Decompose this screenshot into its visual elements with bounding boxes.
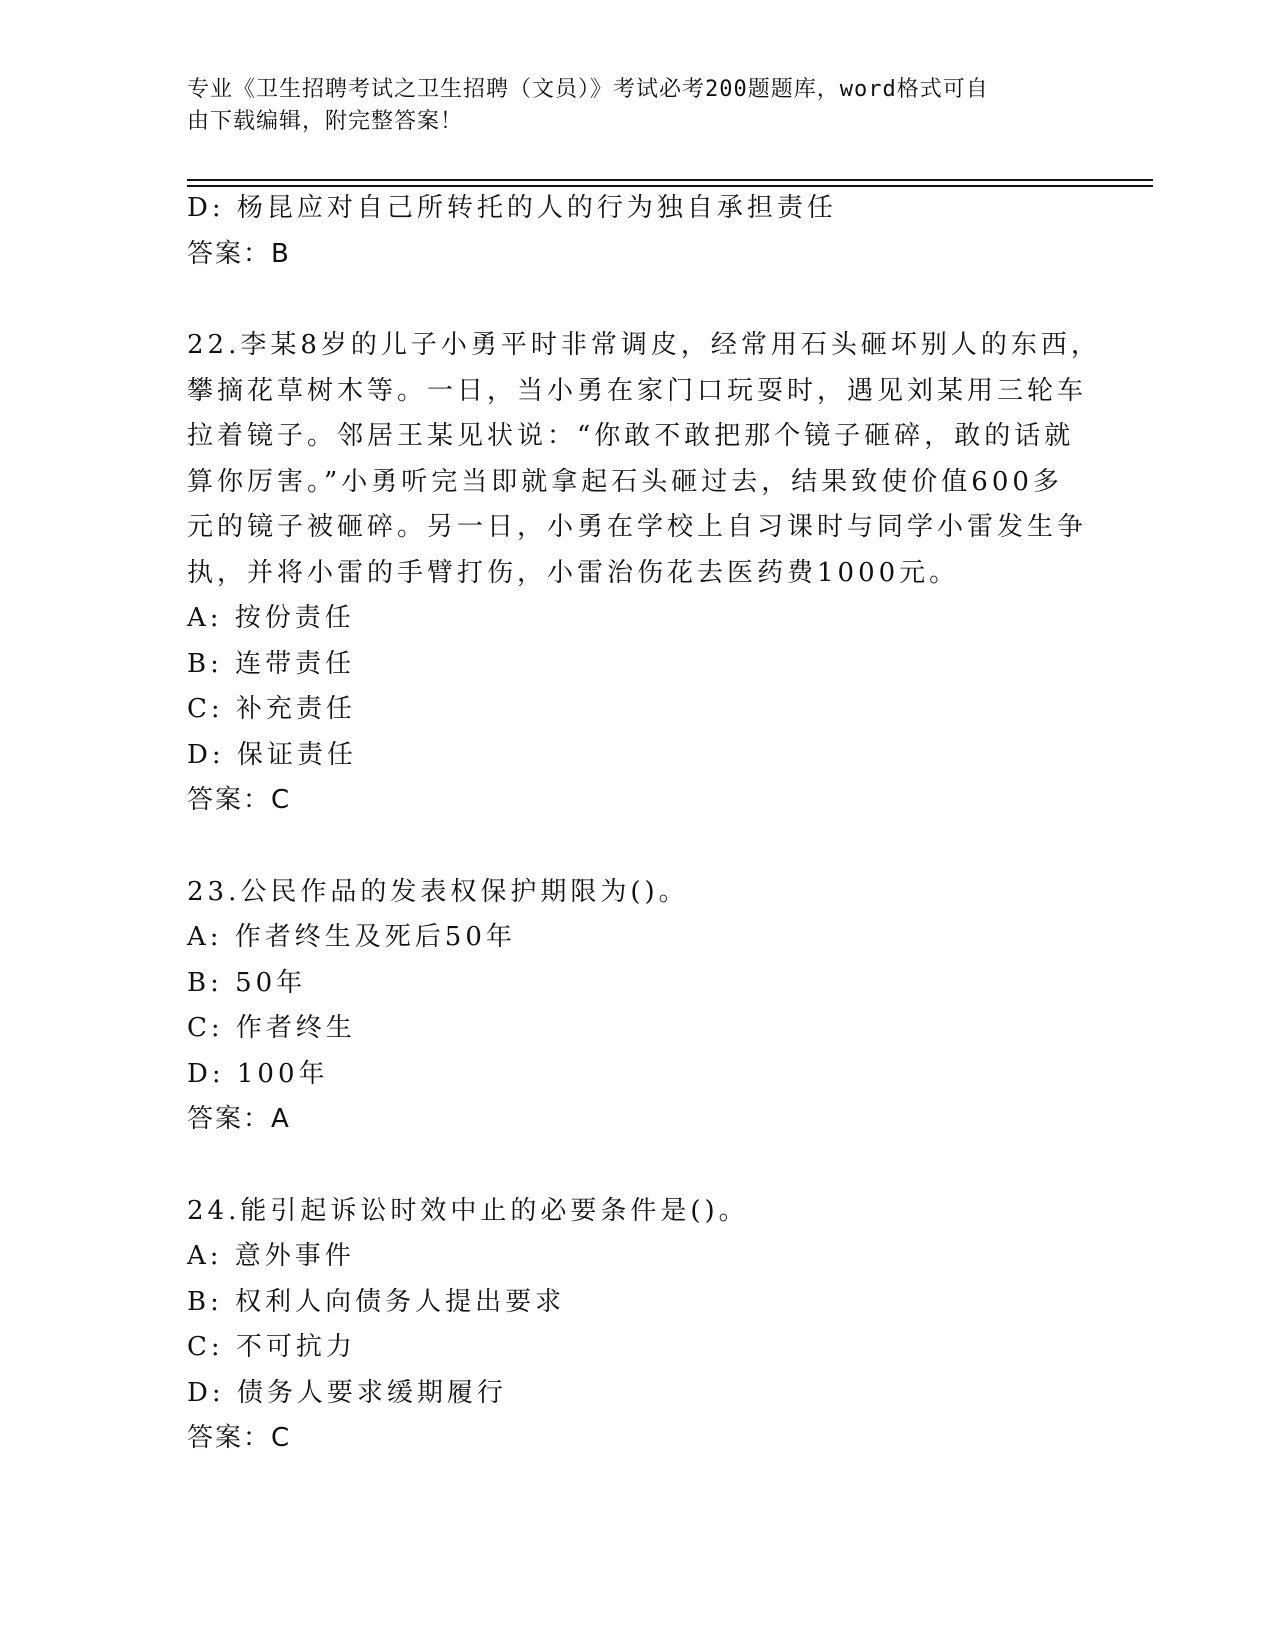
question-stem-line: 执，并将小雷的手臂打伤，小雷治伤花去医药费1000元。: [187, 557, 960, 588]
header-divider-top: [187, 179, 1153, 181]
option-b: B: 权利人向债务人提出要求: [187, 1286, 566, 1317]
question-24: [187, 1189, 1067, 1462]
question-stem-line: 元的镜子被砸碎。另一日，小勇在学校上自习课时与同学小雷发生争: [187, 512, 1088, 542]
question-23: [187, 870, 1067, 1143]
previous-question-tail: [187, 186, 1067, 277]
option-a: A: 按份责任: [187, 603, 355, 633]
option-b: B: 连带责任: [187, 648, 356, 679]
option-d: D: 杨昆应对自己所转托的人的行为独自承担责任: [187, 193, 837, 223]
option-c: C: 不可抗力: [187, 1332, 356, 1362]
question-stem-line: 攀摘花草树木等。一日，当小勇在家门口玩耍时，遇见刘某用三轮车: [187, 375, 1088, 406]
option-d: D: 保证责任: [187, 739, 357, 770]
question-stem-line: 算你厉害。”小勇听完当即就拿起石头砸过去，结果致使价值600多: [187, 466, 1063, 497]
question-stem-line: 拉着镜子。邻居王某见状说：“你敢不敢把那个镜子砸碎，敢的话就: [187, 421, 1075, 451]
answer-line: 答案：C: [187, 785, 292, 815]
spacer: [187, 824, 1067, 870]
answer-line: 答案：A: [187, 1104, 291, 1134]
option-d: D: 100年: [187, 1058, 329, 1089]
question-22: [187, 323, 1101, 824]
question-stem-line: 24.能引起诉讼时效中止的必要条件是()。: [187, 1195, 749, 1226]
document-header: [187, 74, 1067, 138]
spacer: [187, 1143, 1067, 1189]
option-a: A: 意外事件: [187, 1241, 355, 1271]
option-a: A: 作者终生及死后50年: [187, 922, 516, 952]
question-stem-line: 23.公民作品的发表权保护期限为()。: [187, 876, 689, 907]
answer-line: 答案：B: [187, 238, 291, 269]
header-line-2: 由下载编辑，附完整答案！: [187, 109, 464, 134]
document-body: [187, 186, 1101, 1462]
spacer: [187, 277, 1067, 323]
option-d: D: 债务人要求缓期履行: [187, 1377, 507, 1408]
header-line-1: 专业《卫生招聘考试之卫生招聘（文员）》考试必考200题题库，word格式可自: [187, 77, 989, 102]
option-c: C: 作者终生: [187, 1013, 356, 1043]
option-b: B: 50年: [187, 967, 307, 998]
question-stem-line: 22.李某8岁的儿子小勇平时非常调皮，经常用石头砸坏别人的东西，: [187, 330, 1101, 360]
answer-line: 答案：C: [187, 1423, 292, 1453]
option-c: C: 补充责任: [187, 694, 356, 724]
